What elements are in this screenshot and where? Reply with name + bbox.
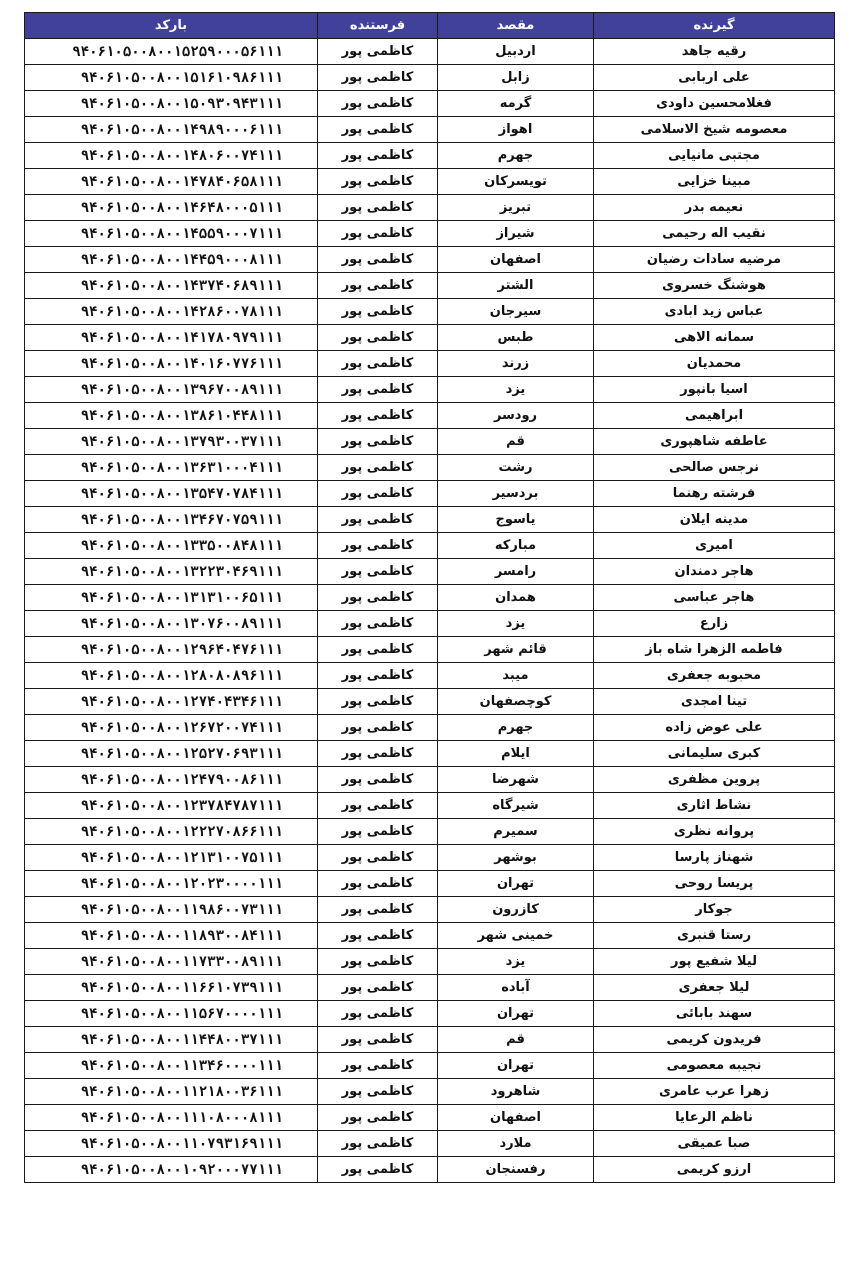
barcode-cell: ۹۴۰۶۱۰۵۰۰۸۰۰۱۴۳۷۴۰۶۸۹۱۱۱ xyxy=(25,273,318,299)
table-row xyxy=(25,715,835,741)
sender-cell: کاظمی پور xyxy=(318,39,438,65)
barcode-cell: ۹۴۰۶۱۰۵۰۰۸۰۰۱۴۷۸۴۰۶۵۸۱۱۱ xyxy=(25,169,318,195)
sender-cell: کاظمی پور xyxy=(318,221,438,247)
table-row xyxy=(25,1053,835,1079)
sender-cell: کاظمی پور xyxy=(318,871,438,897)
receiver-cell: لیلا شفیع پور xyxy=(594,949,835,975)
barcode-cell: ۹۴۰۶۱۰۵۰۰۸۰۰۱۴۸۰۶۰۰۷۴۱۱۱ xyxy=(25,143,318,169)
header-destination: مقصد xyxy=(438,13,594,39)
sender-cell: کاظمی پور xyxy=(318,559,438,585)
sender-cell: کاظمی پور xyxy=(318,273,438,299)
receiver-cell: جوکار xyxy=(594,897,835,923)
barcode-cell: ۹۴۰۶۱۰۵۰۰۸۰۰۱۳۱۳۱۰۰۶۵۱۱۱ xyxy=(25,585,318,611)
barcode-cell: ۹۴۰۶۱۰۵۰۰۸۰۰۱۳۸۶۱۰۴۴۸۱۱۱ xyxy=(25,403,318,429)
table-row xyxy=(25,585,835,611)
destination-cell: میبد xyxy=(438,663,594,689)
receiver-cell: نعیمه بدر xyxy=(594,195,835,221)
table-row xyxy=(25,741,835,767)
barcode-cell: ۹۴۰۶۱۰۵۰۰۸۰۰۱۳۳۵۰۰۸۴۸۱۱۱ xyxy=(25,533,318,559)
destination-cell: همدان xyxy=(438,585,594,611)
receiver-cell: محبوبه جعفری xyxy=(594,663,835,689)
sender-cell: کاظمی پور xyxy=(318,247,438,273)
receiver-cell: هوشنگ خسروی xyxy=(594,273,835,299)
receiver-cell: کبری سلیمانی xyxy=(594,741,835,767)
receiver-cell: مجتبی مانیایی xyxy=(594,143,835,169)
receiver-cell: هاجر دمندان xyxy=(594,559,835,585)
sender-cell: کاظمی پور xyxy=(318,195,438,221)
receiver-cell: هاجر عباسی xyxy=(594,585,835,611)
receiver-cell: مبینا خزایی xyxy=(594,169,835,195)
destination-cell: اصفهان xyxy=(438,247,594,273)
receiver-cell: لیلا جعفری xyxy=(594,975,835,1001)
destination-cell: رفسنجان xyxy=(438,1157,594,1183)
barcode-cell: ۹۴۰۶۱۰۵۰۰۸۰۰۱۲۷۴۰۴۳۴۶۱۱۱ xyxy=(25,689,318,715)
sender-cell: کاظمی پور xyxy=(318,91,438,117)
receiver-cell: محمدیان xyxy=(594,351,835,377)
table-row xyxy=(25,975,835,1001)
destination-cell: تویسرکان xyxy=(438,169,594,195)
destination-cell: یزد xyxy=(438,377,594,403)
sender-cell: کاظمی پور xyxy=(318,377,438,403)
barcode-cell: ۹۴۰۶۱۰۵۰۰۸۰۰۱۲۰۲۳۰۰۰۰۱۱۱ xyxy=(25,871,318,897)
receiver-cell: تینا امجدی xyxy=(594,689,835,715)
receiver-cell: رستا قنبری xyxy=(594,923,835,949)
sender-cell: کاظمی پور xyxy=(318,949,438,975)
barcode-cell: ۹۴۰۶۱۰۵۰۰۸۰۰۱۵۰۹۳۰۹۴۳۱۱۱ xyxy=(25,91,318,117)
receiver-cell: پروانه نظری xyxy=(594,819,835,845)
barcode-cell: ۹۴۰۶۱۰۵۰۰۸۰۰۱۳۶۳۱۰۰۰۴۱۱۱ xyxy=(25,455,318,481)
sender-cell: کاظمی پور xyxy=(318,65,438,91)
barcode-cell: ۹۴۰۶۱۰۵۰۰۸۰۰۱۰۹۲۰۰۰۷۷۱۱۱ xyxy=(25,1157,318,1183)
sender-cell: کاظمی پور xyxy=(318,611,438,637)
destination-cell: بردسیر xyxy=(438,481,594,507)
destination-cell: یاسوج xyxy=(438,507,594,533)
destination-cell: آباده xyxy=(438,975,594,1001)
sender-cell: کاظمی پور xyxy=(318,767,438,793)
barcode-cell: ۹۴۰۶۱۰۵۰۰۸۰۰۱۴۵۵۹۰۰۰۷۱۱۱ xyxy=(25,221,318,247)
destination-cell: قم xyxy=(438,1027,594,1053)
destination-cell: مبارکه xyxy=(438,533,594,559)
destination-cell: بوشهر xyxy=(438,845,594,871)
table-row xyxy=(25,689,835,715)
table-row xyxy=(25,507,835,533)
table-row xyxy=(25,221,835,247)
destination-cell: شهرضا xyxy=(438,767,594,793)
barcode-cell: ۹۴۰۶۱۰۵۰۰۸۰۰۱۱۳۴۶۰۰۰۰۱۱۱ xyxy=(25,1053,318,1079)
barcode-cell: ۹۴۰۶۱۰۵۰۰۸۰۰۱۱۵۶۷۰۰۰۰۱۱۱ xyxy=(25,1001,318,1027)
table-row xyxy=(25,91,835,117)
receiver-cell: زهرا عرب عامری xyxy=(594,1079,835,1105)
table-row xyxy=(25,533,835,559)
sender-cell: کاظمی پور xyxy=(318,897,438,923)
sender-cell: کاظمی پور xyxy=(318,1079,438,1105)
receiver-cell: اسیا بانپور xyxy=(594,377,835,403)
sender-cell: کاظمی پور xyxy=(318,1105,438,1131)
destination-cell: شیراز xyxy=(438,221,594,247)
receiver-cell: مدینه ایلان xyxy=(594,507,835,533)
barcode-cell: ۹۴۰۶۱۰۵۰۰۸۰۰۱۲۱۳۱۰۰۷۵۱۱۱ xyxy=(25,845,318,871)
receiver-cell: صبا عمیقی xyxy=(594,1131,835,1157)
destination-cell: گرمه xyxy=(438,91,594,117)
table-row xyxy=(25,819,835,845)
sender-cell: کاظمی پور xyxy=(318,793,438,819)
receiver-cell: علی اربابی xyxy=(594,65,835,91)
receiver-cell: سهند بابائی xyxy=(594,1001,835,1027)
sender-cell: کاظمی پور xyxy=(318,351,438,377)
receiver-cell: نرجس صالحی xyxy=(594,455,835,481)
receiver-cell: علی عوض زاده xyxy=(594,715,835,741)
receiver-cell: رقیه جاهد xyxy=(594,39,835,65)
table-row xyxy=(25,1001,835,1027)
header-row xyxy=(25,13,835,39)
table-row xyxy=(25,845,835,871)
barcode-cell: ۹۴۰۶۱۰۵۰۰۸۰۰۱۲۸۰۸۰۸۹۶۱۱۱ xyxy=(25,663,318,689)
table-row xyxy=(25,559,835,585)
barcode-cell: ۹۴۰۶۱۰۵۰۰۸۰۰۱۳۷۹۳۰۰۳۷۱۱۱ xyxy=(25,429,318,455)
header-receiver: گیرنده xyxy=(594,13,835,39)
receiver-cell: مرضیه سادات رضیان xyxy=(594,247,835,273)
destination-cell: شاهرود xyxy=(438,1079,594,1105)
receiver-cell: ناظم الرعایا xyxy=(594,1105,835,1131)
table-row xyxy=(25,377,835,403)
sender-cell: کاظمی پور xyxy=(318,663,438,689)
sender-cell: کاظمی پور xyxy=(318,1027,438,1053)
destination-cell: اصفهان xyxy=(438,1105,594,1131)
receiver-cell: ابراهیمی xyxy=(594,403,835,429)
table-row xyxy=(25,195,835,221)
receiver-cell: معصومه شیخ الاسلامی xyxy=(594,117,835,143)
destination-cell: رودسر xyxy=(438,403,594,429)
table-body xyxy=(25,39,835,1183)
sender-cell: کاظمی پور xyxy=(318,1131,438,1157)
receiver-cell: سمانه الاهی xyxy=(594,325,835,351)
destination-cell: رشت xyxy=(438,455,594,481)
barcode-cell: ۹۴۰۶۱۰۵۰۰۸۰۰۱۳۴۶۷۰۷۵۹۱۱۱ xyxy=(25,507,318,533)
sender-cell: کاظمی پور xyxy=(318,429,438,455)
sender-cell: کاظمی پور xyxy=(318,585,438,611)
receiver-cell: نشاط اثاری xyxy=(594,793,835,819)
table-row xyxy=(25,923,835,949)
table-row xyxy=(25,1131,835,1157)
sender-cell: کاظمی پور xyxy=(318,455,438,481)
barcode-cell: ۹۴۰۶۱۰۵۰۰۸۰۰۱۱۹۸۶۰۰۷۳۱۱۱ xyxy=(25,897,318,923)
table-row xyxy=(25,247,835,273)
table-row xyxy=(25,117,835,143)
barcode-cell: ۹۴۰۶۱۰۵۰۰۸۰۰۱۱۱۰۸۰۰۰۸۱۱۱ xyxy=(25,1105,318,1131)
sender-cell: کاظمی پور xyxy=(318,507,438,533)
destination-cell: اردبیل xyxy=(438,39,594,65)
receiver-cell: پریسا روحی xyxy=(594,871,835,897)
table-header xyxy=(25,13,835,39)
header-barcode: بارکد xyxy=(25,13,318,39)
sender-cell: کاظمی پور xyxy=(318,975,438,1001)
destination-cell: خمینی شهر xyxy=(438,923,594,949)
sender-cell: کاظمی پور xyxy=(318,325,438,351)
table-row xyxy=(25,351,835,377)
destination-cell: زابل xyxy=(438,65,594,91)
barcode-cell: ۹۴۰۶۱۰۵۰۰۸۰۰۱۱۰۷۹۳۱۶۹۱۱۱ xyxy=(25,1131,318,1157)
sender-cell: کاظمی پور xyxy=(318,143,438,169)
sender-cell: کاظمی پور xyxy=(318,845,438,871)
table-row xyxy=(25,1157,835,1183)
receiver-cell: نجیبه معصومی xyxy=(594,1053,835,1079)
barcode-cell: ۹۴۰۶۱۰۵۰۰۸۰۰۱۳۰۷۶۰۰۸۹۱۱۱ xyxy=(25,611,318,637)
table-row xyxy=(25,403,835,429)
sender-cell: کاظمی پور xyxy=(318,1157,438,1183)
destination-cell: یزد xyxy=(438,611,594,637)
receiver-cell: فغلامحسین داودی xyxy=(594,91,835,117)
sender-cell: کاظمی پور xyxy=(318,403,438,429)
destination-cell: جهرم xyxy=(438,715,594,741)
barcode-cell: ۹۴۰۶۱۰۵۰۰۸۰۰۱۳۹۶۷۰۰۸۹۱۱۱ xyxy=(25,377,318,403)
barcode-cell: ۹۴۰۶۱۰۵۰۰۸۰۰۱۱۷۳۳۰۰۸۹۱۱۱ xyxy=(25,949,318,975)
receiver-cell: فاطمه الزهرا شاه باز xyxy=(594,637,835,663)
receiver-cell: امیری xyxy=(594,533,835,559)
barcode-cell: ۹۴۰۶۱۰۵۰۰۸۰۰۱۲۳۷۸۴۷۸۷۱۱۱ xyxy=(25,793,318,819)
destination-cell: تهران xyxy=(438,1001,594,1027)
destination-cell: سیرجان xyxy=(438,299,594,325)
destination-cell: کوچصفهان xyxy=(438,689,594,715)
barcode-cell: ۹۴۰۶۱۰۵۰۰۸۰۰۱۵۱۶۱۰۹۸۶۱۱۱ xyxy=(25,65,318,91)
table-row xyxy=(25,871,835,897)
barcode-cell: ۹۴۰۶۱۰۵۰۰۸۰۰۱۲۵۲۷۰۶۹۳۱۱۱ xyxy=(25,741,318,767)
destination-cell: زرند xyxy=(438,351,594,377)
table-row xyxy=(25,1079,835,1105)
receiver-cell: شهناز پارسا xyxy=(594,845,835,871)
table-row xyxy=(25,455,835,481)
barcode-cell: ۹۴۰۶۱۰۵۰۰۸۰۰۱۳۵۴۷۰۷۸۴۱۱۱ xyxy=(25,481,318,507)
table-row xyxy=(25,39,835,65)
destination-cell: سمیرم xyxy=(438,819,594,845)
destination-cell: قم xyxy=(438,429,594,455)
table-row xyxy=(25,1027,835,1053)
barcode-cell: ۹۴۰۶۱۰۵۰۰۸۰۰۱۱۴۴۸۰۰۳۷۱۱۱ xyxy=(25,1027,318,1053)
table-row xyxy=(25,897,835,923)
table-row xyxy=(25,611,835,637)
barcode-cell: ۹۴۰۶۱۰۵۰۰۸۰۰۱۲۴۷۹۰۰۸۶۱۱۱ xyxy=(25,767,318,793)
receiver-cell: زارع xyxy=(594,611,835,637)
table-row xyxy=(25,481,835,507)
table-row xyxy=(25,429,835,455)
table-row xyxy=(25,299,835,325)
sender-cell: کاظمی پور xyxy=(318,1001,438,1027)
sender-cell: کاظمی پور xyxy=(318,689,438,715)
destination-cell: تهران xyxy=(438,1053,594,1079)
receiver-cell: نقیب اله رحیمی xyxy=(594,221,835,247)
sender-cell: کاظمی پور xyxy=(318,481,438,507)
destination-cell: تهران xyxy=(438,871,594,897)
destination-cell: طبس xyxy=(438,325,594,351)
barcode-cell: ۹۴۰۶۱۰۵۰۰۸۰۰۱۴۱۷۸۰۹۷۹۱۱۱ xyxy=(25,325,318,351)
barcode-cell: ۹۴۰۶۱۰۵۰۰۸۰۰۱۴۶۴۸۰۰۰۵۱۱۱ xyxy=(25,195,318,221)
barcode-cell: ۹۴۰۶۱۰۵۰۰۸۰۰۱۳۲۲۳۰۴۶۹۱۱۱ xyxy=(25,559,318,585)
destination-cell: کازرون xyxy=(438,897,594,923)
table-row xyxy=(25,143,835,169)
sender-cell: کاظمی پور xyxy=(318,533,438,559)
barcode-cell: ۹۴۰۶۱۰۵۰۰۸۰۰۱۴۴۵۹۰۰۰۸۱۱۱ xyxy=(25,247,318,273)
sender-cell: کاظمی پور xyxy=(318,923,438,949)
table-row xyxy=(25,273,835,299)
sender-cell: کاظمی پور xyxy=(318,741,438,767)
sender-cell: کاظمی پور xyxy=(318,169,438,195)
barcode-cell: ۹۴۰۶۱۰۵۰۰۸۰۰۱۲۲۲۷۰۸۶۶۱۱۱ xyxy=(25,819,318,845)
sender-cell: کاظمی پور xyxy=(318,1053,438,1079)
destination-cell: جهرم xyxy=(438,143,594,169)
barcode-cell: ۹۴۰۶۱۰۵۰۰۸۰۰۱۱۸۹۳۰۰۸۴۱۱۱ xyxy=(25,923,318,949)
barcode-cell: ۹۴۰۶۱۰۵۰۰۸۰۰۱۲۶۷۲۰۰۷۴۱۱۱ xyxy=(25,715,318,741)
destination-cell: ایلام xyxy=(438,741,594,767)
receiver-cell: فرشته رهنما xyxy=(594,481,835,507)
table-row xyxy=(25,949,835,975)
barcode-cell: ۹۴۰۶۱۰۵۰۰۸۰۰۱۵۲۵۹۰۰۰۵۶۱۱۱ xyxy=(25,39,318,65)
destination-cell: قائم شهر xyxy=(438,637,594,663)
sender-cell: کاظمی پور xyxy=(318,715,438,741)
sender-cell: کاظمی پور xyxy=(318,117,438,143)
destination-cell: یزد xyxy=(438,949,594,975)
table-row xyxy=(25,65,835,91)
sender-cell: کاظمی پور xyxy=(318,299,438,325)
sender-cell: کاظمی پور xyxy=(318,637,438,663)
table-row xyxy=(25,793,835,819)
table-row xyxy=(25,637,835,663)
destination-cell: تبریز xyxy=(438,195,594,221)
barcode-cell: ۹۴۰۶۱۰۵۰۰۸۰۰۱۱۲۱۸۰۰۳۶۱۱۱ xyxy=(25,1079,318,1105)
table-row xyxy=(25,325,835,351)
destination-cell: شیرگاه xyxy=(438,793,594,819)
receiver-cell: پروین مظفری xyxy=(594,767,835,793)
receiver-cell: عاطفه شاهپوری xyxy=(594,429,835,455)
receiver-cell: عباس زید ابادی xyxy=(594,299,835,325)
header-sender: فرستنده xyxy=(318,13,438,39)
destination-cell: رامسر xyxy=(438,559,594,585)
table-row xyxy=(25,1105,835,1131)
barcode-cell: ۹۴۰۶۱۰۵۰۰۸۰۰۱۱۶۶۱۰۷۳۹۱۱۱ xyxy=(25,975,318,1001)
table-row xyxy=(25,169,835,195)
barcode-cell: ۹۴۰۶۱۰۵۰۰۸۰۰۱۲۹۶۴۰۴۷۶۱۱۱ xyxy=(25,637,318,663)
destination-cell: ملارد xyxy=(438,1131,594,1157)
barcode-cell: ۹۴۰۶۱۰۵۰۰۸۰۰۱۴۰۱۶۰۷۷۶۱۱۱ xyxy=(25,351,318,377)
receiver-cell: فریدون کریمی xyxy=(594,1027,835,1053)
barcode-cell: ۹۴۰۶۱۰۵۰۰۸۰۰۱۴۲۸۶۰۰۷۸۱۱۱ xyxy=(25,299,318,325)
table-row xyxy=(25,663,835,689)
shipments-table xyxy=(24,12,835,1183)
sender-cell: کاظمی پور xyxy=(318,819,438,845)
receiver-cell: ارزو کریمی xyxy=(594,1157,835,1183)
table-row xyxy=(25,767,835,793)
barcode-cell: ۹۴۰۶۱۰۵۰۰۸۰۰۱۴۹۸۹۰۰۰۶۱۱۱ xyxy=(25,117,318,143)
destination-cell: اهواز xyxy=(438,117,594,143)
destination-cell: الشتر xyxy=(438,273,594,299)
